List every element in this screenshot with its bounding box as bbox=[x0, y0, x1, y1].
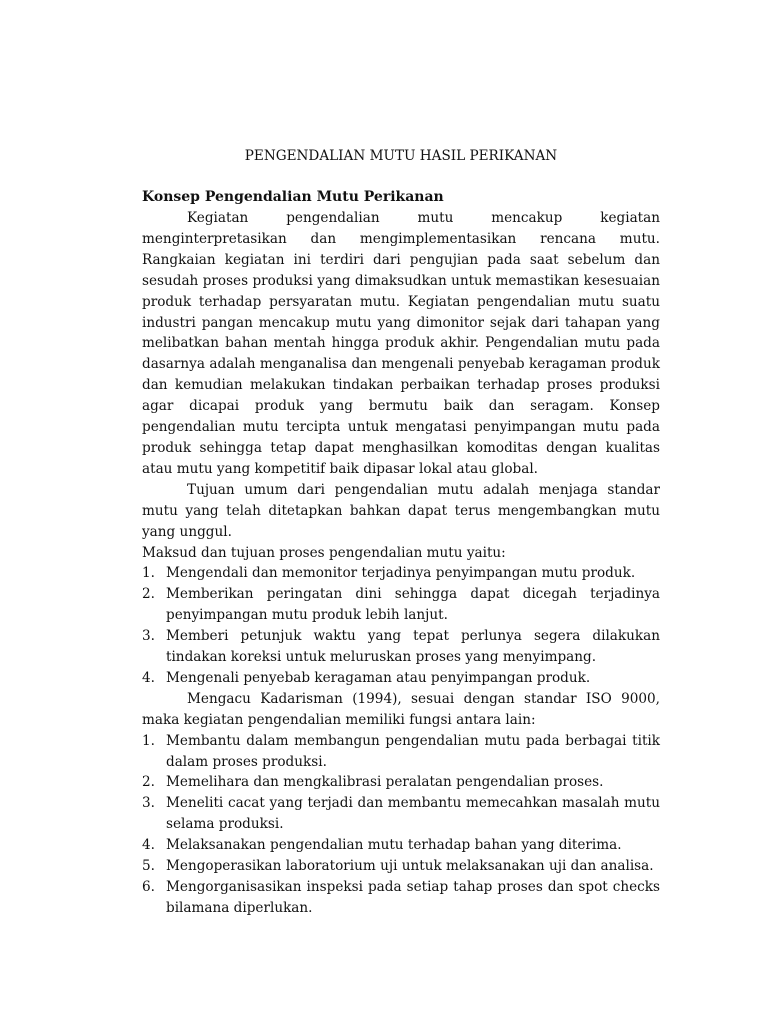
list-number: 2. bbox=[142, 586, 155, 603]
list-item-text: Membantu dalam membangun pengendalian mutu pada berbagai titik dalam proses produksi. bbox=[166, 732, 660, 770]
list-item-text: Mengenali penyebab keragaman atau penyimpangan produk. bbox=[166, 669, 591, 686]
list-item bbox=[142, 877, 660, 919]
page-title: PENGENDALIAN MUTU HASIL PERIKANAN bbox=[244, 148, 558, 164]
list-number: 3. bbox=[142, 628, 155, 645]
list-item-text: Melaksanakan pengendalian mutu terhadap bahan yang diterima. bbox=[166, 837, 622, 854]
list-item bbox=[142, 772, 660, 793]
list-number: 1. bbox=[142, 732, 155, 749]
list-number: 2. bbox=[142, 774, 155, 791]
list-item bbox=[142, 668, 660, 689]
paragraph-intro: Kegiatan pengendalian mutu mencakup kegiatan menginterpretasikan dan mengimplementasikan rencana mutu. Rangkaian kegiatan ini terdiri dari pengujian pada saat sebelum dan sesudah proses produksi yang dimaksudkan untuk memastikan kesesuaian produk terhadap persyaratan mutu. Kegiatan pengendalian mutu suatu industri pangan mencakup mutu yang dimonitor sejak dari tahapan yang melibatkan bahan mentah hingga produk akhir. Pengendalian mutu pada dasarnya adalah menganalisa dan mengenali penyebab keragaman produk dan kemudian melakukan tindakan perbaikan terhadap proses produksi agar dicapai produk yang bermutu baik dan seragam. Konsep pengendalian mutu tercipta untuk mengatasi penyimpangan mutu pada produk sehingga tetap dapat menghasilkan komoditas dengan kualitas atau mutu yang kompetitif baik dipasar lokal atau global. bbox=[142, 210, 660, 477]
list-number: 4. bbox=[142, 837, 155, 854]
list-item-text: Mengendali dan memonitor terjadinya penyimpangan mutu produk. bbox=[166, 565, 636, 582]
paragraph-purpose: Tujuan umum dari pengendalian mutu adalah menjaga standar mutu yang telah ditetapkan bahkan dapat terus mengembangkan mutu yang unggul. bbox=[142, 481, 660, 540]
list-item bbox=[142, 793, 660, 835]
paragraph-purpose-continued: Maksud dan tujuan proses pengendalian mutu yaitu: bbox=[142, 544, 506, 561]
list-number: 4. bbox=[142, 669, 155, 686]
paragraph-functions: Mengacu Kadarisman (1994), sesuai dengan standar ISO 9000, maka kegiatan pengendalian memiliki fungsi antara lain: bbox=[142, 690, 660, 728]
list-item bbox=[142, 856, 660, 877]
list-item-text: Memberi petunjuk waktu yang tepat perlunya segera dilakukan tindakan koreksi untuk meluruskan proses yang menyimpang. bbox=[166, 628, 660, 666]
list-number: 3. bbox=[142, 795, 155, 812]
functions-list bbox=[142, 731, 660, 919]
list-item bbox=[142, 626, 660, 668]
list-item-text: Meneliti cacat yang terjadi dan membantu memecahkan masalah mutu selama produksi. bbox=[166, 795, 660, 833]
list-item-text: Mengoperasikan laboratorium uji untuk melaksanakan uji dan analisa. bbox=[166, 858, 654, 875]
list-number: 1. bbox=[142, 565, 155, 582]
list-item bbox=[142, 731, 660, 773]
list-item bbox=[142, 835, 660, 856]
section-heading: Konsep Pengendalian Mutu Perikanan bbox=[142, 189, 444, 205]
list-item-text: Memberikan peringatan dini sehingga dapat dicegah terjadinya penyimpangan mutu produk lebih lanjut. bbox=[166, 586, 660, 624]
list-number: 6. bbox=[142, 879, 155, 895]
list-item-text: Memelihara dan mengkalibrasi peralatan pengendalian proses. bbox=[166, 774, 604, 791]
document-body bbox=[142, 146, 660, 919]
list-item bbox=[142, 584, 660, 626]
list-number: 5. bbox=[142, 858, 155, 875]
list-item bbox=[142, 563, 660, 584]
purpose-list bbox=[142, 563, 660, 688]
list-item-text: Mengorganisasikan inspeksi pada setiap tahap proses dan spot checks bilamana diperlukan. bbox=[166, 879, 660, 916]
